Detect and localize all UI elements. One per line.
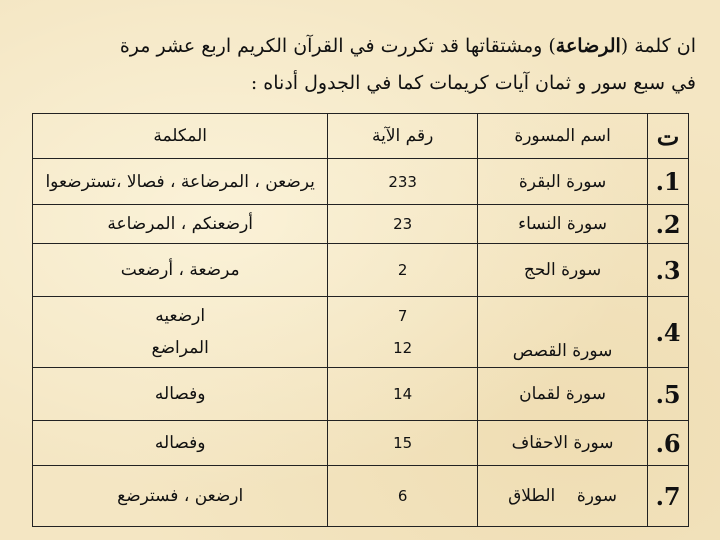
row-num: 6. (648, 421, 689, 466)
intro-line-1-end: ) ومشتقاتها قد تكررت في القرآن الكريم اربع عشر مرة (119, 35, 556, 57)
table-row (33, 297, 689, 368)
row-num: 7. (648, 466, 689, 527)
intro-paragraph (36, 28, 696, 102)
table-header-row (33, 114, 689, 159)
row-ayah-first: 7 (397, 307, 408, 325)
row-ayah: 23 (328, 205, 478, 244)
row-num: 2. (648, 205, 689, 244)
row-word: مرضعة ، أرضعت (33, 244, 328, 297)
row-surah: سورة الاحقاف (477, 421, 647, 466)
header-word: المكلمة (33, 114, 328, 159)
row-word-first: ارضعيه (155, 306, 206, 326)
row-surah: سورة البقرة (477, 159, 647, 205)
row-ayah: 2 (328, 244, 478, 297)
row-surah: سورة لقمان (477, 368, 647, 421)
row-word: وفصاله (33, 421, 328, 466)
row-word: يرضعن ، المرضاعة ، فصالا ،تسترضعوا (33, 159, 328, 205)
row-ayah: 6 (328, 466, 478, 527)
header-num: ت (648, 114, 689, 159)
row-surah: سورة القصص (477, 297, 647, 368)
row-num: 3. (648, 244, 689, 297)
row-ayah: 14 (328, 368, 478, 421)
row-ayah: 15 (328, 421, 478, 466)
table-row (33, 466, 689, 527)
intro-bold-word: الرضاعة (555, 35, 621, 57)
header-ayah: رقم الآية (328, 114, 478, 159)
row-num: 4. (648, 297, 689, 368)
row-word (33, 297, 328, 368)
row-ayah (328, 297, 478, 368)
table-row (33, 421, 689, 466)
row-num: 5. (648, 368, 689, 421)
intro-line-1-start: ان كلمة ( (620, 35, 696, 57)
surah-table (32, 113, 689, 527)
row-surah: سورة الحج (477, 244, 647, 297)
row-word: أرضعنكم ، المرضاعة (33, 205, 328, 244)
intro-line-1 (36, 28, 696, 65)
table-row (33, 205, 689, 244)
header-surah: اسم المسورة (477, 114, 647, 159)
row-word: وفصاله (33, 368, 328, 421)
row-surah: سورة النساء (477, 205, 647, 244)
table-row (33, 244, 689, 297)
intro-line-2: في سبع سور و ثمان آيات كريمات كما في الجدول أدناه : (250, 72, 696, 94)
table-row (33, 159, 689, 205)
table-row (33, 368, 689, 421)
row-num: 1. (648, 159, 689, 205)
row-surah: سورة الطلاق (477, 466, 647, 527)
row-word: ارضعن ، فسترضع (33, 466, 328, 527)
row-word-second: المراضع (151, 338, 209, 358)
row-ayah-second: 12 (393, 339, 413, 357)
row-ayah: 233 (328, 159, 478, 205)
